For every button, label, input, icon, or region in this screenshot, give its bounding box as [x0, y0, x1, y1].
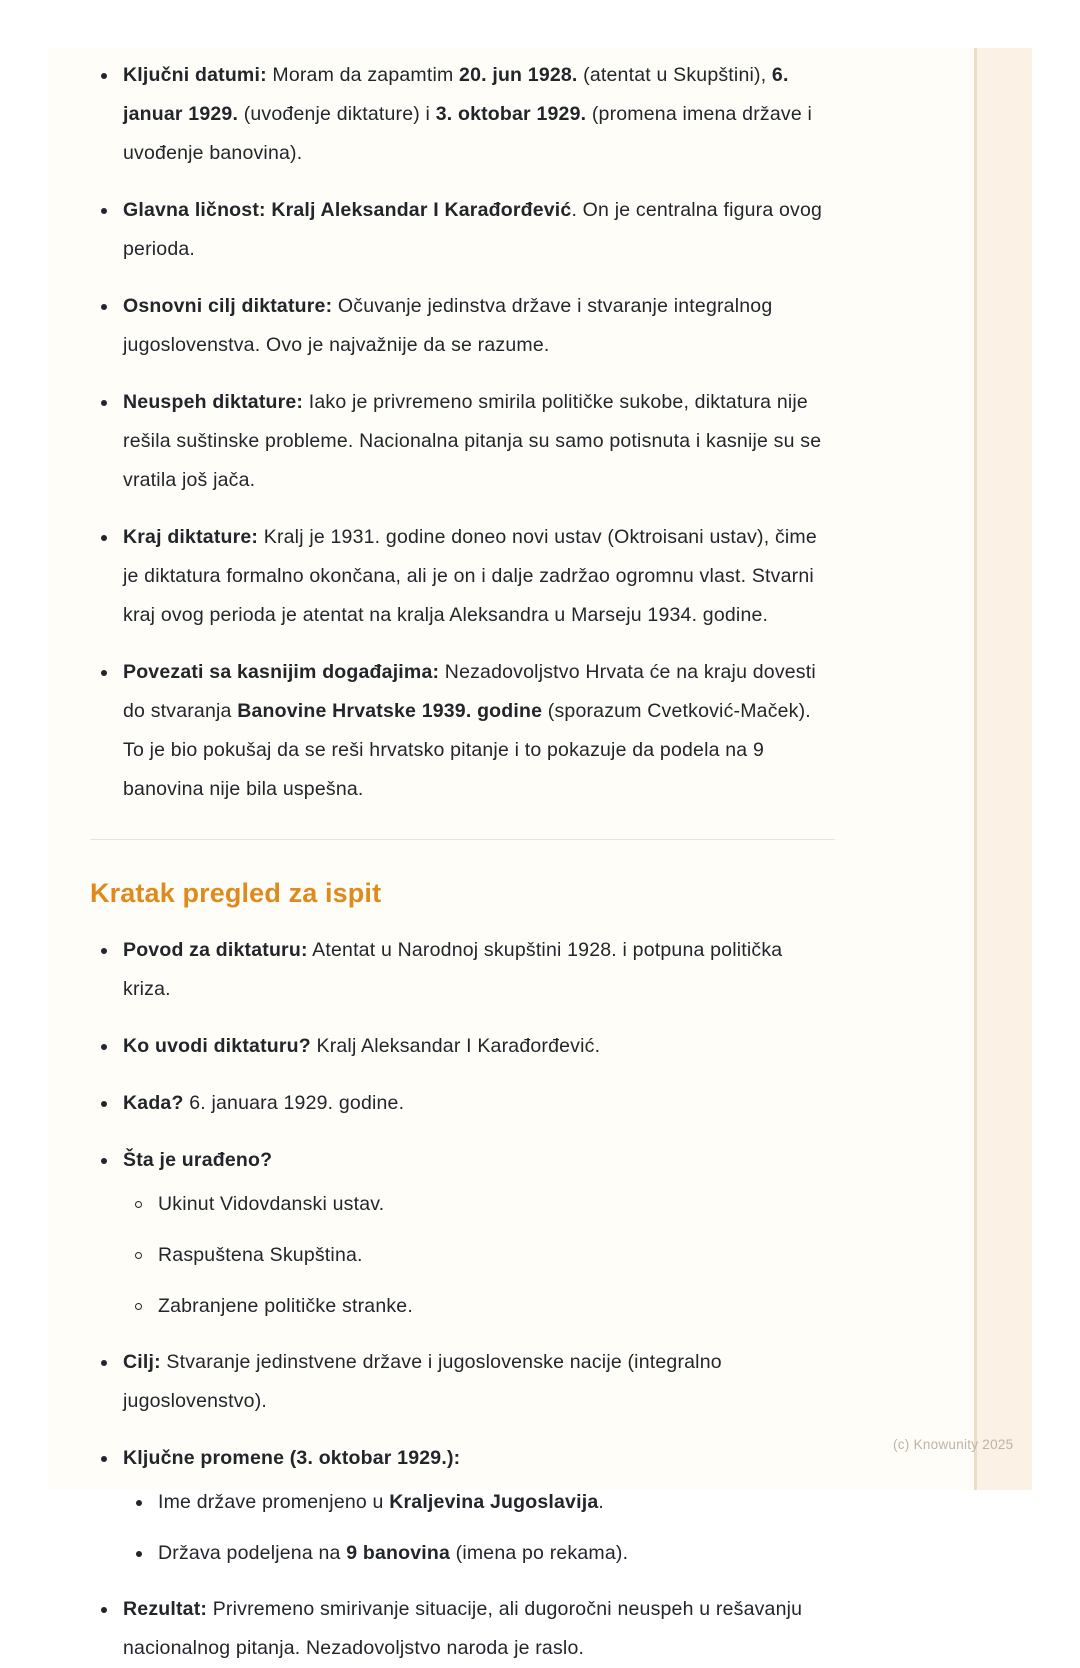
emphasis-text: Banovine Hrvatske 1939. godine	[237, 700, 543, 722]
list-item-label: Povod za diktaturu:	[123, 939, 308, 961]
list-item-label: Ključne promene (3. oktobar 1929.):	[123, 1447, 461, 1469]
body-text: Raspuštena Skupština.	[158, 1244, 363, 1266]
list-item	[90, 1439, 835, 1572]
list-item-label: Neuspeh diktature:	[123, 391, 304, 413]
nested-list-item	[123, 1484, 835, 1521]
nested-list	[123, 1186, 835, 1325]
body-text: Ukinut Vidovdanski ustav.	[158, 1193, 385, 1215]
list-item	[90, 287, 835, 365]
body-text: Očuvanje jedinstva države i stvaranje integralnog jugoslovenstva. Ovo je najvažnije da se razume.	[123, 295, 773, 356]
list-item	[90, 191, 835, 269]
body-text: Država podeljena na	[158, 1542, 347, 1564]
document-content	[90, 48, 835, 1668]
body-text: Iako je privremeno smirila političke sukobe, diktatura nije rešila suštinske probleme. Nacionalna pitanja su samo potisnuta i kasnije su se vratila još jača.	[123, 391, 822, 491]
list-item	[90, 518, 835, 635]
list-item	[90, 1343, 835, 1421]
list-item	[90, 1141, 835, 1325]
body-text: Kralj Aleksandar I Karađorđević.	[310, 1035, 601, 1057]
list-item	[90, 931, 835, 1009]
list-item	[90, 1084, 835, 1123]
emphasis-text: Kraljevina Jugoslavija	[389, 1491, 599, 1513]
list-item	[90, 383, 835, 500]
body-text: Moram da zapamtim	[266, 64, 460, 86]
copyright-watermark: (c) Knowunity 2025	[893, 1437, 1014, 1452]
list-item-label: Glavna ličnost: Kralj Aleksandar I Karađorđević	[123, 199, 572, 221]
list-item-label: Povezati sa kasnijim događajima:	[123, 661, 440, 683]
body-text: Ime države promenjeno u	[158, 1491, 390, 1513]
section-divider	[90, 839, 835, 840]
body-text: . On je centralna figura ovog perioda.	[123, 199, 823, 260]
section-heading-exam-summary: Kratak pregled za ispit	[90, 878, 382, 908]
body-text: 6. januara 1929. godine.	[183, 1092, 405, 1114]
emphasis-text: 9 banovina	[346, 1542, 451, 1564]
body-text: (imena po rekama).	[450, 1542, 629, 1564]
nested-list-item	[123, 1186, 835, 1223]
body-text: Zabranjene političke stranke.	[158, 1295, 413, 1317]
body-text: (atentat u Skupštini),	[577, 64, 772, 86]
list-item-label: Cilj:	[123, 1351, 161, 1373]
exam-summary-list	[90, 931, 835, 1668]
list-item-label: Ko uvodi diktaturu?	[123, 1035, 311, 1057]
body-text: (sporazum Cvetković-Maček). To je bio pokušaj da se reši hrvatsko pitanje i to pokazuje da podela na 9 banovina nije bila uspešna.	[123, 700, 811, 800]
list-item-label: Šta je urađeno?	[123, 1149, 273, 1171]
list-item-label: Kada?	[123, 1092, 184, 1114]
key-points-list	[90, 56, 835, 809]
list-item-label: Kraj diktature:	[123, 526, 259, 548]
nested-list-item	[123, 1535, 835, 1572]
body-text: Kralj je 1931. godine doneo novi ustav (Oktroisani ustav), čime je diktatura formalno okončana, ali je on i dalje zadržao ogromnu vlast. Stvarni kraj ovog perioda je atentat na kralja Aleksandra u Marseju 1934. godine.	[123, 526, 817, 626]
list-item	[90, 56, 835, 173]
list-item	[90, 1027, 835, 1066]
emphasis-text: 3. oktobar 1929.	[435, 103, 587, 125]
emphasis-text: 6. januar 1929.	[123, 64, 789, 125]
emphasis-text: 20. jun 1928.	[459, 64, 578, 86]
nested-list	[123, 1484, 835, 1572]
right-margin-panel	[977, 48, 1032, 1490]
list-item-label: Ključni datumi:	[123, 64, 267, 86]
list-item	[90, 1590, 835, 1668]
body-text: .	[598, 1491, 604, 1513]
nested-list-item	[123, 1237, 835, 1274]
list-item-label: Rezultat:	[123, 1598, 208, 1620]
nested-list-item	[123, 1288, 835, 1325]
body-text: Privremeno smirivanje situacije, ali dugoročni neuspeh u rešavanju nacionalnog pitanja. Nezadovoljstvo naroda je raslo.	[123, 1598, 803, 1659]
list-item-label: Osnovni cilj diktature:	[123, 295, 333, 317]
list-item	[90, 653, 835, 809]
body-text: (promena imena države i uvođenje banovina).	[123, 103, 813, 164]
body-text: Nezadovoljstvo Hrvata će na kraju dovesti do stvaranja	[123, 661, 816, 722]
body-text: (uvođenje diktature) i	[238, 103, 436, 125]
body-text: Stvaranje jedinstvene države i jugoslovenske nacije (integralno jugoslovenstvo).	[123, 1351, 722, 1412]
body-text: Atentat u Narodnoj skupštini 1928. i potpuna politička kriza.	[123, 939, 783, 1000]
